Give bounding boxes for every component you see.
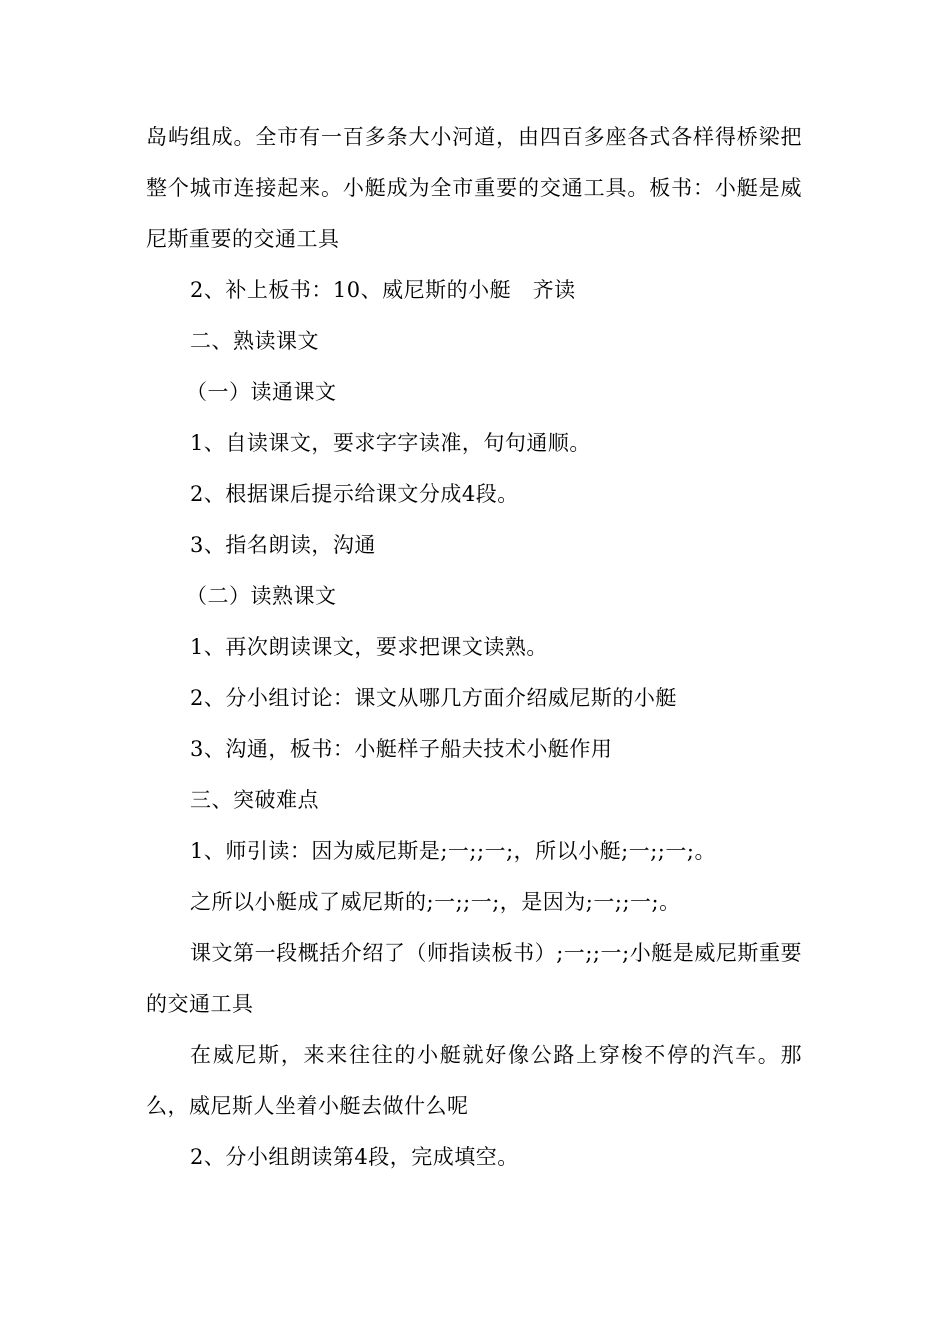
paragraph: 之所以小艇成了威尼斯的;一;;一;，是因为;一;;一;。 (190, 890, 681, 914)
subsection-heading-read-through: （一）读通课文 (186, 380, 337, 404)
subsection-heading-read-fluent: （二）读熟课文 (186, 584, 337, 608)
paragraph: 在威尼斯，来来往往的小艇就好像公路上穿梭不停的汽车。那么，威尼斯人坐着小艇去做什么呢 (146, 1043, 802, 1118)
list-item: 1、再次朗读课文，要求把课文读熟。 (190, 635, 548, 659)
section-heading-3: 三、突破难点 (190, 788, 319, 812)
section-heading-2: 二、熟读课文 (190, 329, 319, 353)
paragraph: 课文第一段概括介绍了（师指读板书）;一;;一;小艇是威尼斯重要的交通工具 (146, 941, 802, 1016)
list-item: 3、指名朗读，沟通 (190, 533, 376, 557)
list-item: 2、分小组讨论：课文从哪几方面介绍威尼斯的小艇 (190, 686, 677, 710)
document-body (146, 112, 802, 1183)
list-item: 1、自读课文，要求字字读准，句句通顺。 (190, 431, 591, 455)
paragraph-intro: 岛屿组成。全市有一百多条大小河道，由四百多座各式各样得桥梁把整个城市连接起来。小艇成为全市重要的交通工具。板书：小艇是威尼斯重要的交通工具 (146, 125, 802, 251)
list-item: 2、根据课后提示给课文分成4段。 (190, 482, 519, 506)
list-item: 1、师引读：因为威尼斯是;一;;一;，所以小艇;一;;一;。 (190, 839, 716, 863)
list-item: 3、沟通，板书：小艇样子船夫技术小艇作用 (190, 737, 613, 761)
list-item: 2、分小组朗读第4段，完成填空。 (190, 1145, 519, 1169)
paragraph-add-board-title: 2、补上板书：10、威尼斯的小艇 齐读 (190, 278, 576, 302)
